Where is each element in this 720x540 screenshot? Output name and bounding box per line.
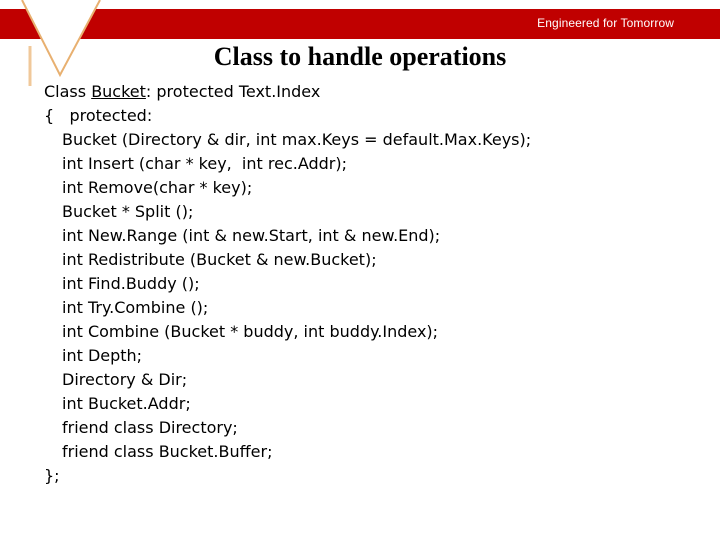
protected-line — [44, 104, 531, 128]
code-block — [44, 80, 531, 488]
member-line: Bucket * Split (); — [62, 202, 194, 221]
member-line: friend class Directory; — [62, 418, 238, 437]
member-line: int Redistribute (Bucket & new.Bucket); — [62, 250, 377, 269]
class-keyword: Class — [44, 82, 92, 101]
member-line: int Bucket.Addr; — [62, 394, 191, 413]
member-line: int Try.Combine (); — [62, 298, 209, 317]
slide-title-text: Class to handle operations — [213, 42, 507, 71]
member-line: int Insert (char * key, int rec.Addr); — [62, 154, 348, 173]
member-line: int Find.Buddy (); — [62, 274, 200, 293]
member-line: friend class Bucket.Buffer; — [62, 442, 273, 461]
member-line: int New.Range (int & new.Start, int & new.End); — [62, 226, 441, 245]
member-line: int Depth; — [62, 346, 143, 365]
member-line: Directory & Dir; — [62, 370, 188, 389]
header-tagline: Engineered for Tomorrow — [537, 16, 674, 30]
close-brace: }; — [44, 466, 60, 485]
access-specifier: protected: — [69, 106, 153, 125]
class-declaration — [44, 80, 531, 104]
class-base: : protected Text.Index — [145, 82, 321, 101]
open-brace: { — [44, 106, 55, 125]
member-line: int Remove(char * key); — [62, 178, 253, 197]
member-line: int Combine (Bucket * buddy, int buddy.Index); — [62, 322, 439, 341]
slide-title — [0, 42, 720, 72]
member-line: Bucket (Directory & dir, int max.Keys = default.Max.Keys); — [62, 130, 532, 149]
class-name: Bucket — [91, 82, 146, 101]
